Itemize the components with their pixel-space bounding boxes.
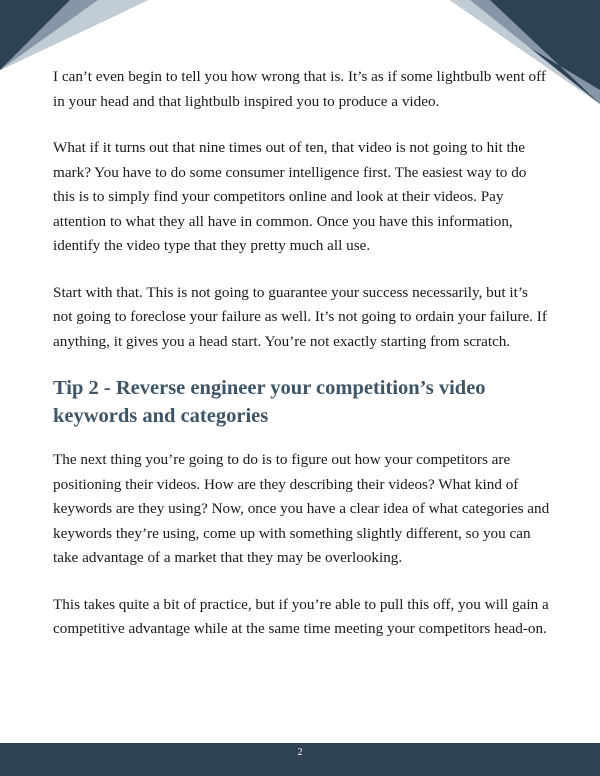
page-number: 2 [297,747,303,758]
section-heading-tip-2: Tip 2 - Reverse engineer your competition’s video keywords and categories [53,377,486,427]
page-content [53,65,551,642]
top-left-corner-decoration [0,0,150,70]
page-footer [0,743,600,776]
paragraph-intro: I can’t even begin to tell you how wrong that is. It’s as if some lightbulb went off in your head and that lightbulb inspired you to produce a video. [53,68,546,110]
paragraph-start-with-that: Start with that. This is not going to guarantee your success necessarily, but it’s not going to foreclose your failure as well. It’s not going to ordain your failure. If anything, it gives you a head start. You’re not exactly starting from scratch. [53,283,547,350]
paragraph-consumer-intelligence: What if it turns out that nine times out of ten, that video is not going to hit the mark? You have to do some consumer intelligence first. The easiest way to do this is to simply find your competitors online and look at their videos. Pay attention to what they all have in common. Once you have this information, identify the video type that they pretty much all use. [53,139,527,254]
paragraph-positioning: The next thing you’re going to do is to figure out how your competitors are positioning their videos. How are they describing their videos? What kind of keywords are they using? Now, once you have a clear idea of what categories and keywords they’re using, come up with something slightly different, so you can take advantage of a market that they may be overlooking. [53,451,550,566]
paragraph-practice: This takes quite a bit of practice, but if you’re able to pull this off, you will gain a competitive advantage while at the same time meeting your competitors head-on. [53,595,549,637]
